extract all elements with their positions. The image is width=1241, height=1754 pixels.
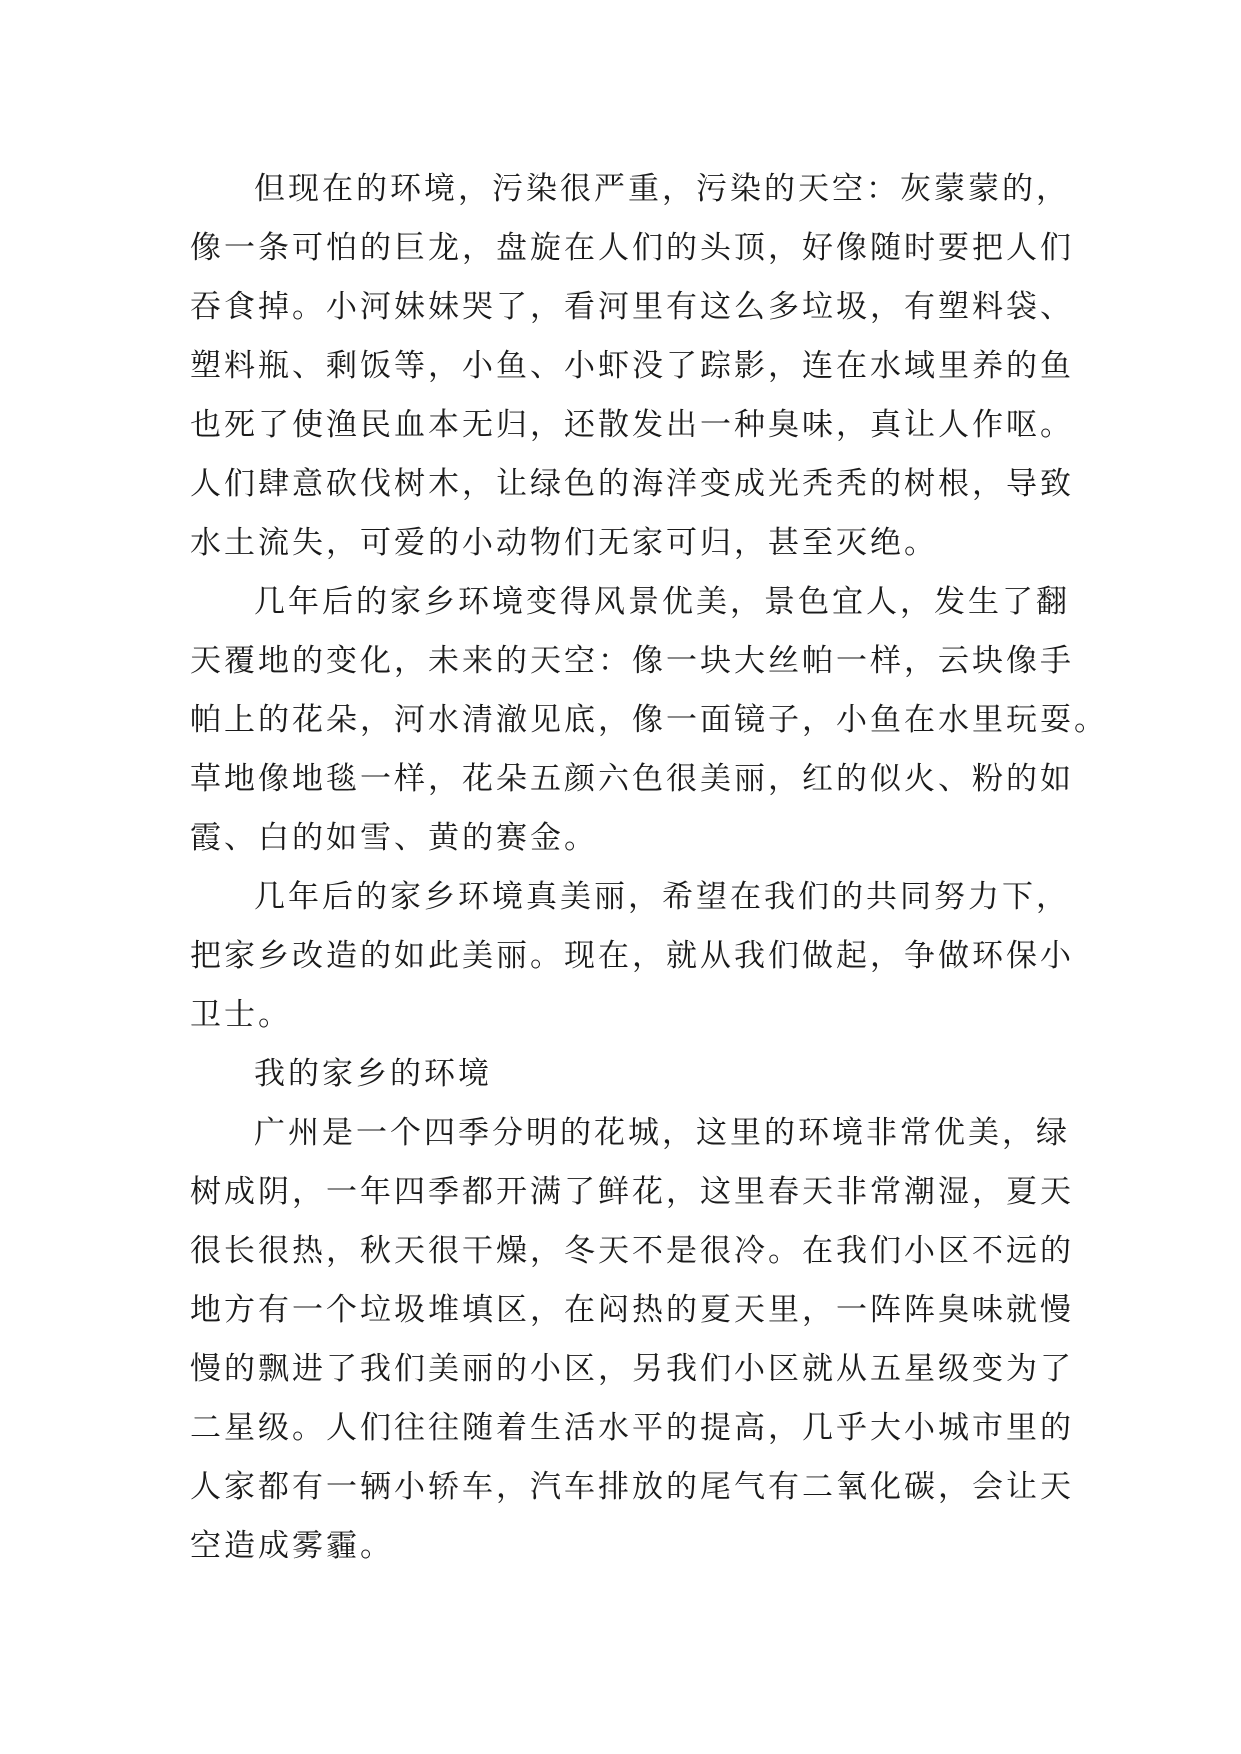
paragraph-4-line-8: 空造成雾霾。 — [190, 1528, 394, 1564]
document-body — [190, 160, 1108, 1576]
paragraph-4-line-2: 树成阴，一年四季都开满了鲜花，这里春天非常潮湿，夏天 — [190, 1174, 1074, 1210]
paragraph-1-line-4: 塑料瓶、剩饭等，小鱼、小虾没了踪影，连在水域里养的鱼 — [190, 348, 1074, 384]
paragraph-2-line-2: 天覆地的变化，未来的天空：像一块大丝帕一样，云块像手 — [190, 643, 1074, 679]
paragraph-3-line-1: 几年后的家乡环境真美丽，希望在我们的共同努力下， — [254, 879, 1070, 915]
paragraph-4-line-1: 广州是一个四季分明的花城，这里的环境非常优美，绿 — [254, 1115, 1070, 1151]
paragraph-2-line-3: 帕上的花朵，河水清澈见底，像一面镜子，小鱼在水里玩耍。 — [190, 702, 1108, 738]
paragraph-1-line-3: 吞食掉。小河妹妹哭了，看河里有这么多垃圾，有塑料袋、 — [190, 289, 1074, 325]
paragraph-4-line-3: 很长很热，秋天很干燥，冬天不是很冷。在我们小区不远的 — [190, 1233, 1074, 1269]
paragraph-2-line-1: 几年后的家乡环境变得风景优美，景色宜人，发生了翻 — [254, 584, 1070, 620]
paragraph-4-line-7: 人家都有一辆小轿车，汽车排放的尾气有二氧化碳，会让天 — [190, 1469, 1074, 1505]
paragraph-2-line-4: 草地像地毯一样，花朵五颜六色很美丽，红的似火、粉的如 — [190, 761, 1074, 797]
paragraph-1-line-2: 像一条可怕的巨龙，盘旋在人们的头顶，好像随时要把人们 — [190, 230, 1074, 266]
paragraph-1-line-6: 人们肆意砍伐树木，让绿色的海洋变成光秃秃的树根，导致 — [190, 466, 1074, 502]
paragraph-3-line-2: 把家乡改造的如此美丽。现在，就从我们做起，争做环保小 — [190, 938, 1074, 974]
paragraph-1-line-5: 也死了使渔民血本无归，还散发出一种臭味，真让人作呕。 — [190, 407, 1074, 443]
paragraph-1-line-1: 但现在的环境，污染很严重，污染的天空：灰蒙蒙的， — [254, 171, 1070, 207]
paragraph-4-line-6: 二星级。人们往往随着生活水平的提高，几乎大小城市里的 — [190, 1410, 1074, 1446]
paragraph-3-line-3: 卫士。 — [190, 997, 292, 1033]
paragraph-1-line-7: 水土流失，可爱的小动物们无家可归，甚至灭绝。 — [190, 525, 938, 561]
paragraph-2-line-5: 霞、白的如雪、黄的赛金。 — [190, 820, 598, 856]
paragraph-4-line-5: 慢的飘进了我们美丽的小区，另我们小区就从五星级变为了 — [190, 1351, 1074, 1387]
section-title: 我的家乡的环境 — [254, 1056, 492, 1092]
paragraph-4-line-4: 地方有一个垃圾堆填区，在闷热的夏天里，一阵阵臭味就慢 — [190, 1292, 1074, 1328]
